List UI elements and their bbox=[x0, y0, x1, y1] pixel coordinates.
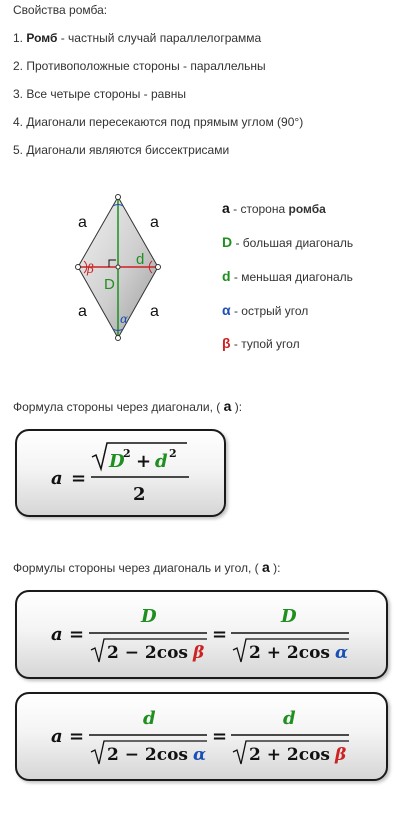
svg-text:2: 2 bbox=[133, 484, 146, 505]
svg-text:d: d bbox=[283, 708, 296, 729]
rhombus-diagram bbox=[60, 185, 190, 350]
svg-text:d: d bbox=[155, 451, 168, 472]
page-title: Свойства ромба: bbox=[13, 3, 108, 17]
property-item: 3. Все четыре стороны - равны bbox=[13, 87, 186, 101]
formula1-label: Формула стороны через диагонали, ( a ): bbox=[13, 398, 243, 414]
big-diagonal-label: D bbox=[104, 276, 115, 293]
beta-label: β bbox=[87, 262, 94, 276]
svg-text:2 + 2cos: 2 + 2cos bbox=[249, 643, 330, 663]
svg-text:=: = bbox=[71, 468, 87, 489]
side-label: a bbox=[78, 303, 87, 320]
svg-text:=: = bbox=[69, 624, 85, 645]
svg-text:d: d bbox=[143, 708, 156, 729]
svg-text:β: β bbox=[335, 745, 347, 765]
svg-text:2: 2 bbox=[169, 447, 177, 460]
svg-text:α: α bbox=[335, 643, 349, 663]
side-label: a bbox=[150, 303, 159, 320]
formula-big-diagonal-box bbox=[15, 590, 388, 679]
svg-text:a: a bbox=[51, 468, 63, 489]
svg-text:2: 2 bbox=[123, 447, 131, 460]
svg-text:D: D bbox=[109, 451, 125, 472]
legend-item: d - меньшая диагональ bbox=[222, 268, 353, 284]
svg-text:a: a bbox=[51, 726, 63, 747]
formula-big-diagonal bbox=[17, 592, 386, 677]
side-label: a bbox=[78, 214, 87, 231]
formula-diagonals-box bbox=[15, 429, 226, 517]
svg-text:=: = bbox=[212, 624, 228, 645]
svg-text:a: a bbox=[51, 624, 63, 645]
svg-text:β: β bbox=[193, 643, 205, 663]
svg-text:α: α bbox=[193, 745, 207, 765]
legend-item: D - большая диагональ bbox=[222, 234, 354, 250]
formula-diagonals bbox=[17, 431, 224, 515]
formula-small-diagonal bbox=[17, 694, 386, 779]
legend-item: α - острый угол bbox=[222, 302, 309, 318]
svg-text:=: = bbox=[212, 726, 228, 747]
svg-text:2 − 2cos: 2 − 2cos bbox=[107, 643, 188, 663]
property-item: 2. Противоположные стороны - параллельны bbox=[13, 59, 266, 73]
svg-text:+: + bbox=[136, 451, 152, 472]
svg-text:2 + 2cos: 2 + 2cos bbox=[249, 745, 330, 765]
alpha-label: α bbox=[120, 312, 129, 326]
legend-item: β - тупой угол bbox=[222, 335, 300, 351]
property-item: 5. Диагонали являются биссектрисами bbox=[13, 143, 230, 157]
property-item: 1. Ромб - частный случай параллелограмма bbox=[13, 31, 262, 45]
svg-text:=: = bbox=[69, 726, 85, 747]
small-diagonal-label: d bbox=[136, 251, 145, 268]
svg-text:D: D bbox=[141, 606, 157, 627]
svg-text:2 − 2cos: 2 − 2cos bbox=[107, 745, 188, 765]
svg-text:D: D bbox=[281, 606, 297, 627]
formula2-label: Формулы стороны через диагональ и угол, ( a ): bbox=[13, 559, 281, 575]
side-label: a bbox=[150, 214, 159, 231]
legend-item: a - сторона ромба bbox=[222, 200, 326, 216]
property-item: 4. Диагонали пересекаются под прямым углом (90°) bbox=[13, 115, 304, 129]
formula-small-diagonal-box bbox=[15, 692, 388, 781]
